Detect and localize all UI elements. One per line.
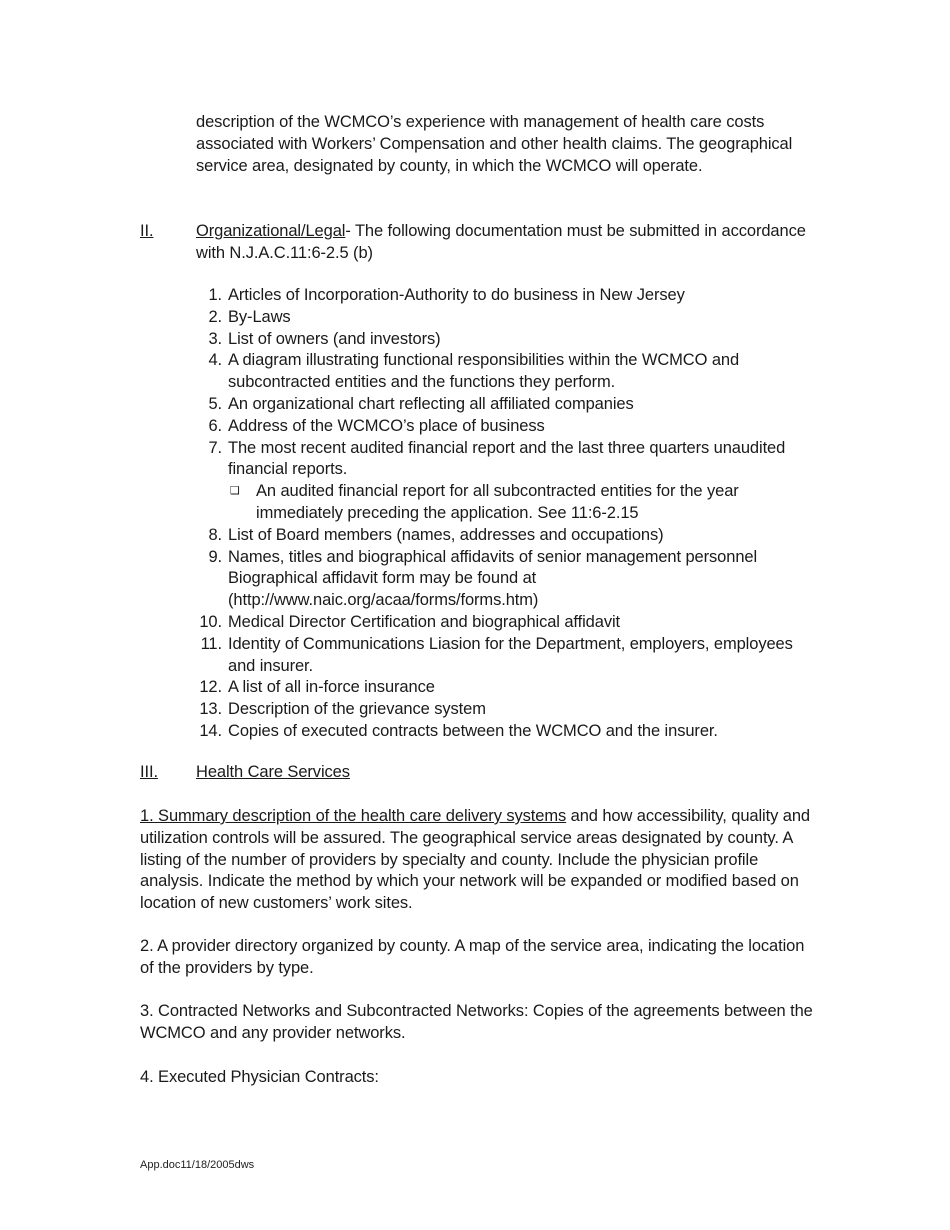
list-item-text: Names, titles and biographical affidavits of senior management personnel Biographical affidavit form may be found at (http://www.naic.org/acaa/forms/forms.htm) [228, 547, 758, 610]
list-item-number: 7. [208, 438, 222, 457]
list-item-number: 2. [208, 307, 222, 326]
footer-filename: App.doc11/18/2005dws [140, 1159, 255, 1171]
list-item-number: 10. [199, 612, 222, 631]
list-item-number: 14. [199, 721, 222, 740]
list-item-number: 8. [208, 525, 222, 544]
list-item-text: List of owners (and investors) [228, 329, 441, 348]
section-3-title: Health Care Services [196, 763, 350, 781]
list-item-number: 3. [208, 329, 222, 348]
list-item-text: List of Board members (names, addresses and occupations) [228, 525, 664, 544]
list-item-text: Articles of Incorporation-Authority to do business in New Jersey [228, 286, 685, 304]
list-item [196, 416, 816, 438]
list-item [196, 699, 816, 721]
intro-paragraph: description of the WCMCO’s experience with management of health care costs associated with Workers’ Compensation and other health claims. The geographical service area, designated by county, in which the WCMCO will operate. [196, 113, 793, 175]
sub-bullet-item [228, 481, 816, 525]
list-item-text: Medical Director Certification and biographical affidavit [228, 612, 621, 631]
list-item-text: Identity of Communications Liasion for the Department, employers, employees and insurer. [228, 634, 793, 675]
documentation-list [196, 285, 816, 743]
list-item [196, 350, 816, 394]
list-item [196, 547, 816, 612]
list-item-text: The most recent audited financial report and the last three quarters unaudited financial reports. [228, 438, 786, 479]
list-item [196, 525, 816, 547]
list-item-text: Address of the WCMCO’s place of business [228, 416, 545, 435]
list-item [196, 394, 816, 416]
list-item-text: A diagram illustrating functional responsibilities within the WCMCO and subcontracted entities and the functions they perform. [228, 351, 740, 392]
section-2-number: II. [140, 222, 154, 240]
checkbox-bullet-icon: ❑ [230, 485, 240, 498]
paragraph-1-heading: 1. Summary description of the health care delivery systems [140, 807, 567, 825]
health-care-paragraph-4: 4. Executed Physician Contracts: [140, 1068, 379, 1086]
list-item-number: 12. [199, 678, 222, 697]
list-item [196, 438, 816, 525]
list-item-text: Copies of executed contracts between the WCMCO and the insurer. [228, 721, 718, 740]
list-item [196, 634, 816, 678]
health-care-paragraph-2: 2. A provider directory organized by county. A map of the service area, indicating the location of the providers by type. [140, 937, 805, 977]
list-item [196, 721, 816, 743]
paragraph-1-text: and how accessibility, quality and utilization controls will be assured. The geographical service areas designated by county. A listing of the number of providers by specialty and county. Include the physician profile analysis. Indicate the method by which your network will be expanded or modified based on location of new customers’ work sites. [140, 807, 810, 913]
list-item-number: 9. [208, 547, 222, 566]
section-3-number: III. [140, 763, 158, 781]
section-2-heading [196, 221, 816, 265]
list-item-text: Description of the grievance system [228, 700, 486, 719]
sub-bullet-text: An audited financial report for all subcontracted entities for the year immediately preceding the application. See 11:6-2.15 [256, 482, 739, 522]
list-item-number: 1. [208, 286, 222, 304]
list-item-text: By-Laws [228, 307, 291, 326]
health-care-paragraph-3: 3. Contracted Networks and Subcontracted Networks: Copies of the agreements between the WCMCO and any provider networks. [140, 1002, 813, 1042]
list-item-text: An organizational chart reflecting all affiliated companies [228, 394, 634, 413]
list-item-number: 11. [200, 634, 222, 653]
section-2-text: - The following documentation must be submitted in accordance with N.J.A.C.11:6-2.5 (b) [196, 222, 806, 262]
list-item-number: 5. [208, 394, 222, 413]
list-item [196, 285, 816, 307]
list-item [196, 307, 816, 329]
list-item [196, 677, 816, 699]
list-item-number: 4. [208, 351, 222, 370]
list-item-text: A list of all in-force insurance [228, 678, 435, 697]
health-care-paragraph-1 [140, 806, 816, 915]
list-item-number: 6. [208, 416, 222, 435]
list-item [196, 612, 816, 634]
list-item-number: 13. [199, 700, 222, 719]
list-item [196, 329, 816, 351]
section-2-title: Organizational/Legal [196, 222, 346, 240]
